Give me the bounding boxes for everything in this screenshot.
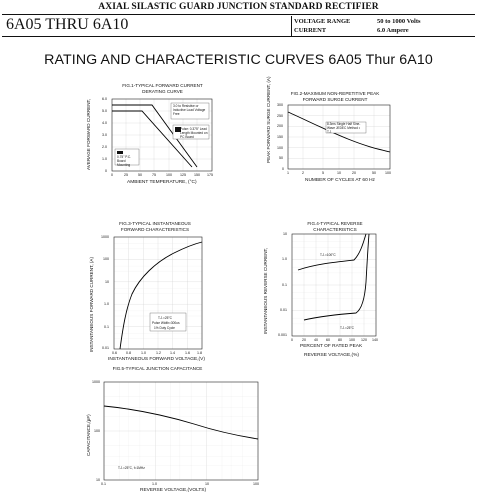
fig1-ytick: 5.0 — [102, 109, 107, 113]
fig3-xtick: 1.6 — [185, 351, 190, 355]
fig2-ytick: 250 — [277, 114, 283, 118]
fig4-xtick: 20 — [302, 338, 306, 342]
fig5-xtick: 10 — [205, 482, 209, 486]
spec-current-label: CURRENT — [294, 27, 327, 34]
fig2-title: FIG.2-MAXIMUM NON-REPETITIVE PEAK — [290, 91, 380, 96]
fig4-ytick: 0.01 — [280, 308, 287, 312]
fig5-ytick: 1000 — [92, 380, 100, 384]
fig2-xtick: 1 — [287, 171, 289, 175]
fig2-xtick: 20 — [352, 171, 356, 175]
fig3-curve — [120, 242, 202, 349]
fig1-xtick: 50 — [138, 173, 142, 177]
fig3-xtick: 0.8 — [126, 351, 131, 355]
fig2-ytick: 50 — [279, 156, 283, 160]
fig1-xtick: 125 — [180, 173, 186, 177]
fig4-xlabel-2: REVERSE VOLTAGE,(%) — [304, 353, 359, 358]
fig2-xtick: 10 — [337, 171, 341, 175]
fig4-subtitle: CHARACTERISTICS — [313, 227, 357, 232]
fig1-xtick: 75 — [152, 173, 156, 177]
spec-voltage-label: VOLTAGE RANGE — [294, 18, 351, 25]
page-title: RATING AND CHARACTERISTIC CURVES 6A05 Thur 6A10 — [44, 52, 433, 68]
fig2-ytick: 0 — [282, 167, 284, 171]
fig2-ytick: 300 — [277, 103, 283, 107]
fig4-curve-cold — [304, 234, 369, 320]
fig1-ytick: 2.0 — [102, 145, 107, 149]
fig1-ytick: 1.0 — [102, 157, 107, 161]
fig5-xtick: 0.1 — [101, 482, 106, 486]
fig2-ytick: 100 — [277, 146, 283, 150]
fig4-ytick: 1.0 — [282, 257, 287, 261]
fig1-xtick: 25 — [124, 173, 128, 177]
fig4-ytick: 0.1 — [282, 283, 287, 287]
fig1-ytick: 0 — [105, 169, 107, 173]
fig5-curve — [104, 406, 258, 439]
fig4-xtick: 60 — [326, 338, 330, 342]
fig4-xtick: 120 — [361, 338, 367, 342]
fig2-xlabel: NUMBER OF CYCLES AT 60 Hz — [305, 178, 375, 183]
fig1-xtick: 175 — [207, 173, 213, 177]
fig3-xtick: 1.4 — [170, 351, 175, 355]
fig2-ytick: 200 — [277, 124, 283, 128]
header-rule-bottom — [2, 36, 475, 37]
fig1-xtick: 100 — [166, 173, 172, 177]
fig2-xtick: 100 — [385, 171, 391, 175]
fig5-ytick: 10 — [96, 478, 100, 482]
fig4-ytick: 0.001 — [278, 333, 287, 337]
fig3-legend-duty: 1% Duty Cycle — [154, 326, 175, 330]
fig1-ytick: 4.0 — [102, 121, 107, 125]
fig5-legend: T.J.=25°C, f=1MHz — [118, 466, 145, 470]
fig3-ytick: 0.01 — [102, 346, 109, 350]
fig1-legend-top: 3.0 to Resistive or Inductive Load Voltage Free — [173, 104, 206, 116]
header-divider — [291, 16, 292, 36]
fig1-ytick: 3.0 — [102, 133, 107, 137]
fig4-plot — [292, 234, 376, 336]
fig5-title: FIG.5-TYPICAL JUNCTION CAPACITANCE — [112, 366, 203, 371]
fig4-title: FIG.4-TYPICAL REVERSE — [307, 221, 363, 226]
fig3-ytick: 0.1 — [104, 325, 109, 329]
fig4-ylabel: INSTANTANEOUS REVERSE CURRENT, — [263, 247, 268, 334]
fig4-xtick: 40 — [314, 338, 318, 342]
fig1-xlabel: AMBIENT TEMPERATURE, (°C) — [127, 180, 197, 185]
fig1-subtitle: DERATING CURVE — [142, 89, 183, 94]
fig5-xtick: 100 — [253, 482, 259, 486]
fig3-legend-pulse: Pulse Width=300us — [152, 321, 180, 325]
fig4-xtick: 100 — [349, 338, 355, 342]
fig2-xtick: 5 — [322, 171, 324, 175]
fig4-xtick: 140 — [372, 338, 378, 342]
fig2-legend: 8.3ms Single Half Sine-Wave JEDEC Method • T.J. — [327, 122, 361, 134]
fig1-xtick: 150 — [194, 173, 200, 177]
fig2-xtick: 50 — [372, 171, 376, 175]
fig4-xtick: 80 — [338, 338, 342, 342]
fig5-ytick: 100 — [94, 429, 100, 433]
fig4-curve-label-cold: T.J.=25°C — [340, 326, 354, 330]
fig3-xtick: 1.0 — [141, 351, 146, 355]
fig3-xtick: 0.6 — [112, 351, 117, 355]
fig3-ylabel: INSTANTANEOUS FORWARD CURRENT, (A) — [89, 256, 94, 352]
fig3-ytick: 100 — [103, 257, 109, 261]
fig3-ytick: 10 — [105, 280, 109, 284]
fig4-ytick: 10 — [283, 232, 287, 236]
category-title: AXIAL SILASTIC GUARD JUNCTION STANDARD RECTIFIER — [98, 2, 379, 12]
spec-current-value: 6.0 Ampere — [377, 27, 409, 34]
fig1-legend-bottom: 0.75" P.C. Board Mounting — [117, 155, 132, 167]
fig2-ytick: 150 — [277, 135, 283, 139]
fig3-ytick: 1000 — [101, 235, 109, 239]
fig2-plot — [288, 105, 390, 169]
fig3-title: FIG.3-TYPICAL INSTANTANEOUS — [119, 221, 191, 226]
fig1-ylabel: AVERAGE FORWARD CURRENT, — [86, 98, 91, 170]
fig3-subtitle: FORWARD CHARACTERISTICS — [120, 227, 190, 232]
fig5-ylabel: CAPACITANCE,(pF) — [86, 414, 91, 456]
fig3-ytick: 1.0 — [104, 302, 109, 306]
fig4-curve-hot — [298, 234, 366, 270]
fig4-curve-label-hot: T.J.=100°C — [320, 253, 336, 257]
fig1-xtick: 0 — [111, 173, 113, 177]
fig2-ylabel: PEAK FORWARD SURGE CURRENT, (A) — [266, 76, 271, 163]
fig3-xtick: 1.8 — [197, 351, 202, 355]
fig3-xtick: 1.2 — [156, 351, 161, 355]
fig5-xtick: 1.0 — [152, 482, 157, 486]
fig3-xlabel: INSTANTANEOUS FORWARD VOLTAGE,(V) — [108, 357, 205, 362]
fig1-ytick: 6.0 — [102, 97, 107, 101]
fig4-xlabel: PERCENT OF RATED PEAK — [300, 344, 363, 349]
fig3-legend-tj: T.J.=25°C — [158, 316, 172, 320]
fig1-legend-mid: Pulse: 0.375" Lead Length Mounted on PC Board — [180, 127, 208, 139]
fig2-xtick: 2 — [302, 171, 304, 175]
model-range: 6A05 THRU 6A10 — [6, 16, 129, 33]
header-rule-top — [2, 14, 475, 15]
fig2-subtitle: FORWARD SURGE CURRENT — [302, 97, 368, 102]
fig4-xtick: 0 — [291, 338, 293, 342]
fig1-title: FIG.1-TYPICAL FORWARD CURRENT — [122, 83, 203, 88]
fig5-xlabel: REVERSE VOLTAGE,(VOLTS) — [140, 488, 207, 493]
spec-voltage-value: 50 to 1000 Volts — [377, 18, 421, 25]
fig3-plot — [114, 237, 202, 349]
